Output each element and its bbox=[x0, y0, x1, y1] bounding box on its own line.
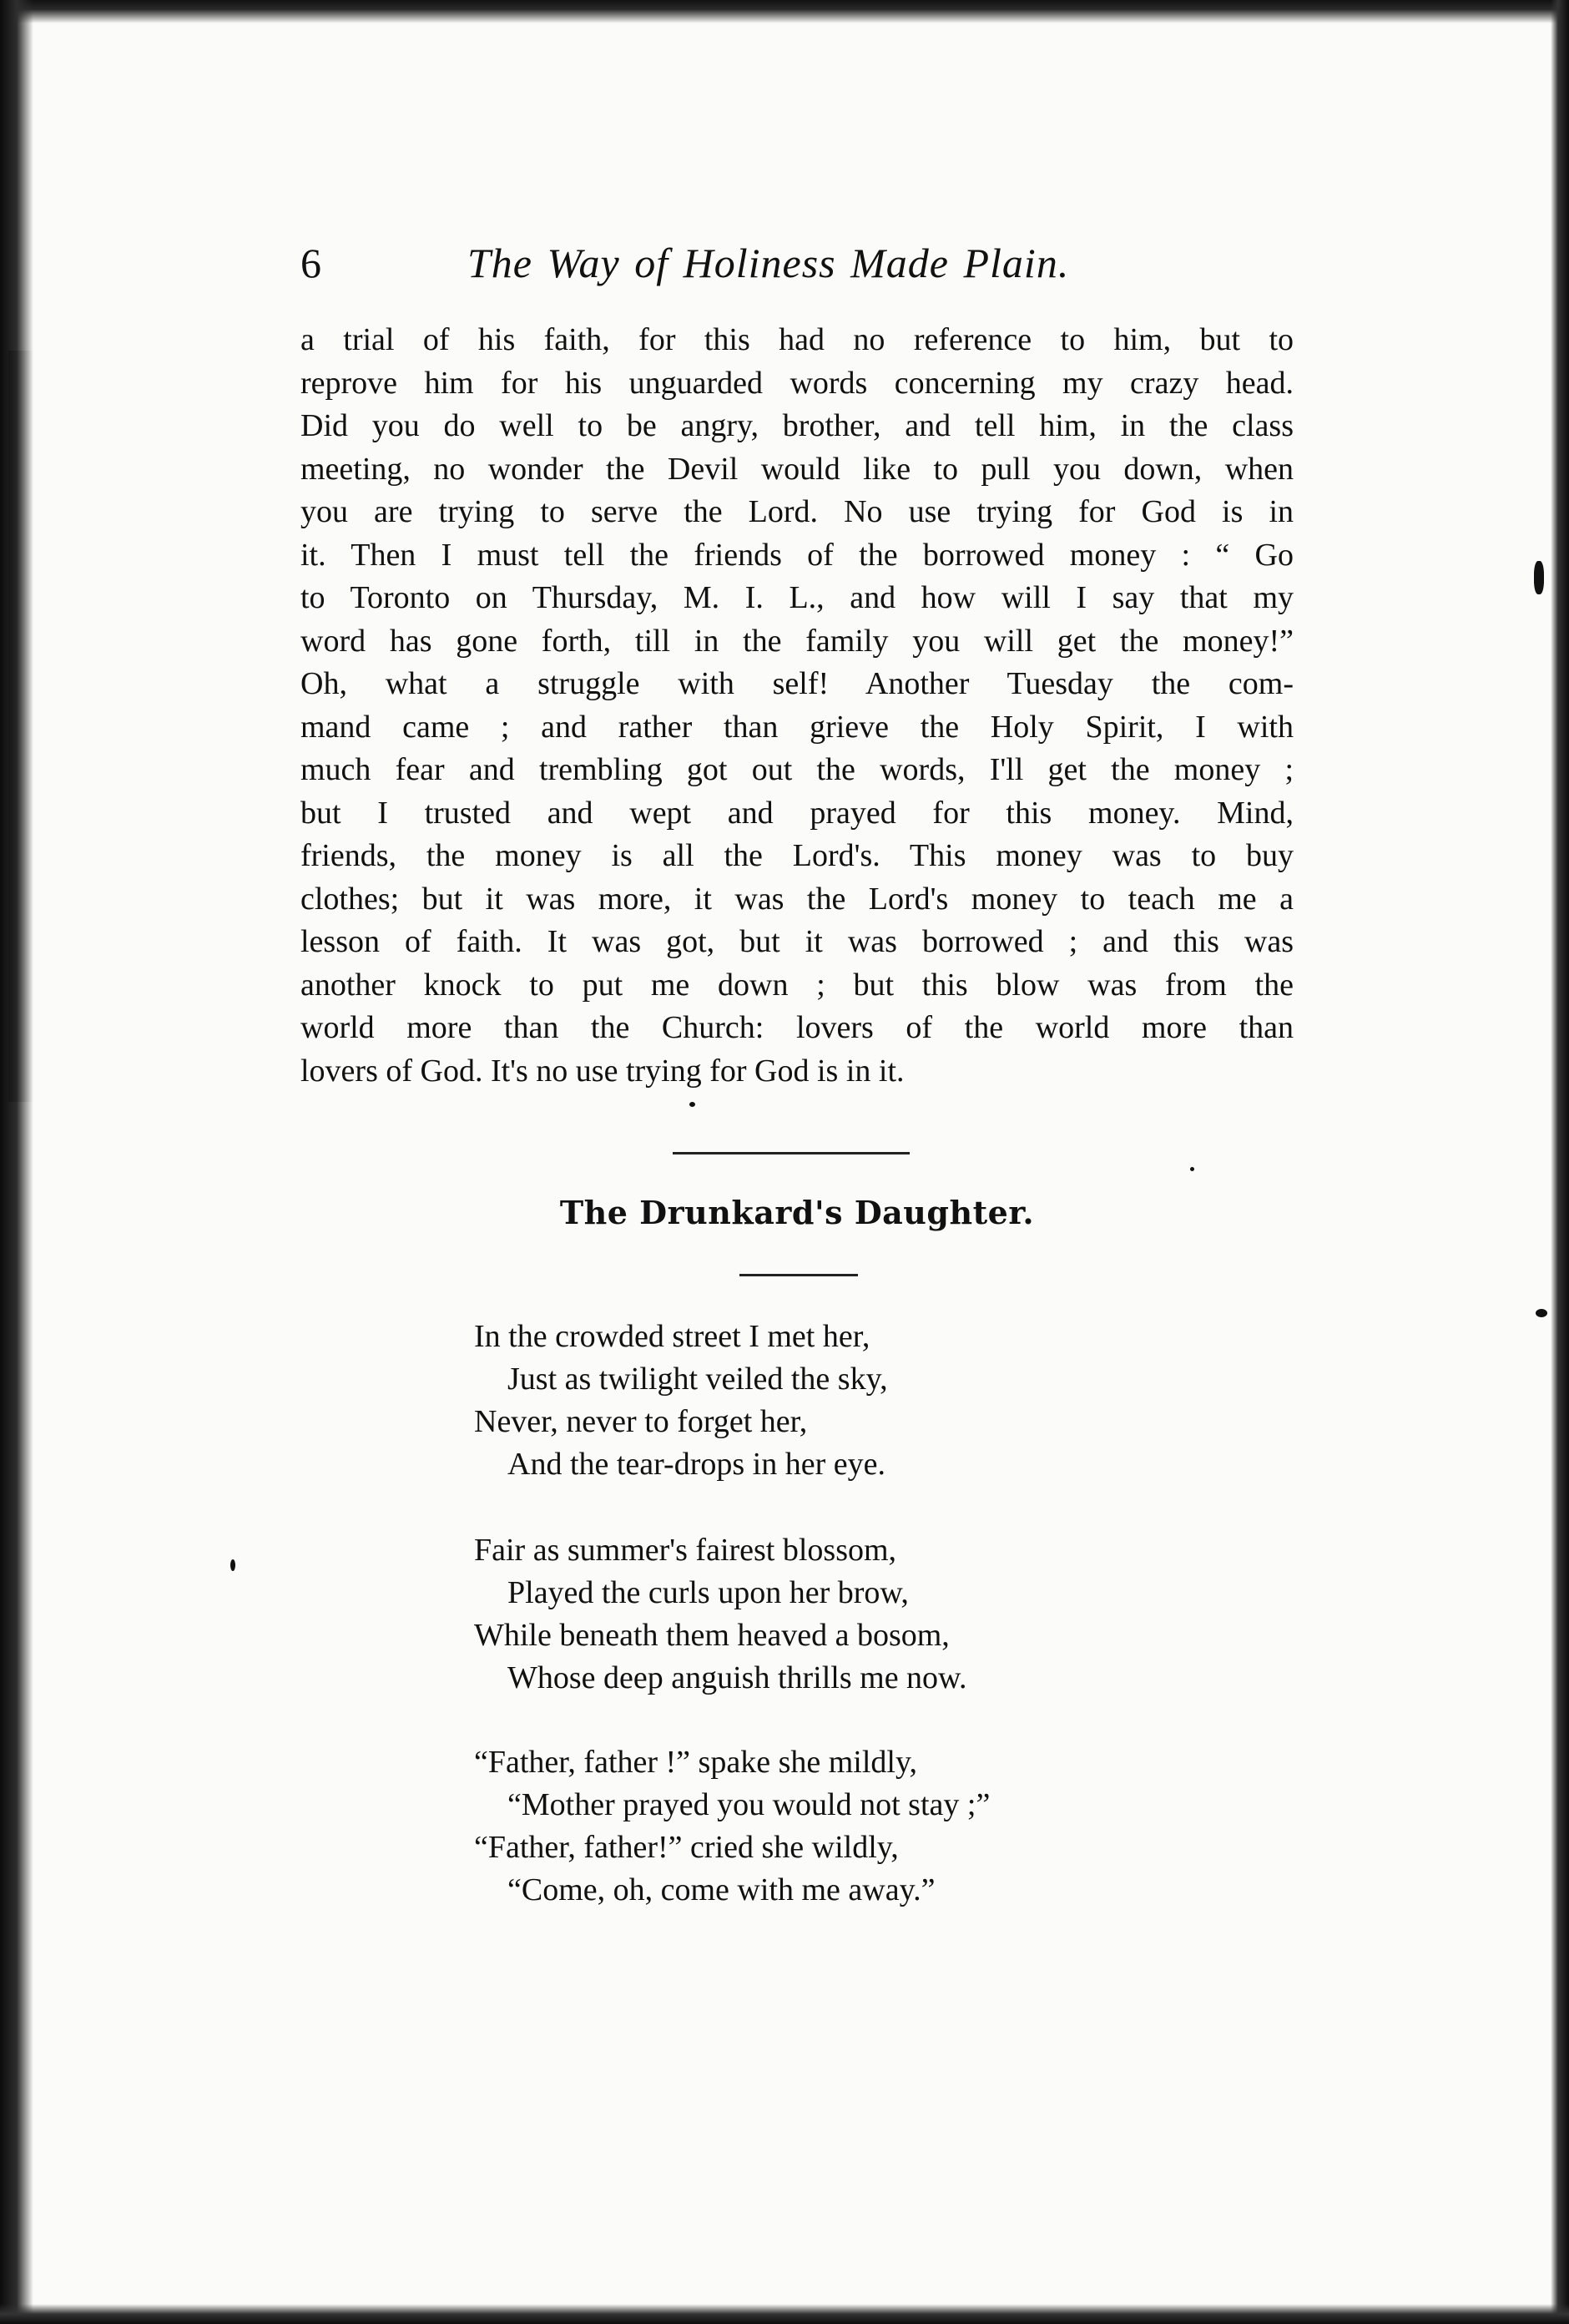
text-line: to Toronto on Thursday, M. I. L., and how will I say that my bbox=[300, 580, 1294, 615]
poem-stanza bbox=[474, 1741, 1392, 1912]
text-line: lesson of faith. It was got, but it was borrowed ; and this was bbox=[300, 924, 1294, 959]
page-number: 6 bbox=[300, 240, 321, 286]
poem-stanza bbox=[474, 1316, 1392, 1486]
poem-line: Fair as summer's fairest blossom, bbox=[474, 1533, 897, 1568]
ink-speck bbox=[230, 1559, 235, 1571]
text-line: another knock to put me down ; but this blow was from the bbox=[300, 967, 1294, 1003]
text-line: a trial of his faith, for this had no reference to him, but to bbox=[300, 322, 1294, 357]
poem-title: The Drunkard's Daughter. bbox=[559, 1194, 1035, 1231]
poem-line: Whose deep anguish thrills me now. bbox=[507, 1660, 967, 1695]
text-line: reprove him for his unguarded words concerning my crazy head. bbox=[300, 365, 1294, 401]
text-line: you are trying to serve the Lord. No use trying for God is in bbox=[300, 494, 1294, 529]
poem-line: “Mother prayed you would not stay ;” bbox=[507, 1787, 991, 1822]
scan-border-left bbox=[0, 0, 33, 2324]
poem-line: Just as twilight veiled the sky, bbox=[507, 1362, 888, 1397]
poem-line: Played the curls upon her brow, bbox=[507, 1575, 909, 1610]
running-title: The Way of Holiness Made Plain. bbox=[467, 240, 1070, 286]
title-divider-rule bbox=[739, 1274, 858, 1276]
page-crease-shadow bbox=[8, 351, 33, 1102]
poem-line: And the tear-drops in her eye. bbox=[507, 1447, 885, 1482]
scan-border-top bbox=[0, 0, 1569, 23]
poem-line: “Come, oh, come with me away.” bbox=[507, 1872, 936, 1907]
text-line: Oh, what a struggle with self! Another Tuesday the com- bbox=[300, 666, 1294, 701]
section-divider-rule bbox=[673, 1152, 910, 1154]
text-line: friends, the money is all the Lord's. This money was to buy bbox=[300, 838, 1294, 873]
text-line: Did you do well to be angry, brother, and tell him, in the class bbox=[300, 408, 1294, 443]
poem-line: “Father, father !” spake she mildly, bbox=[474, 1745, 917, 1780]
poem-line: Never, never to forget her, bbox=[474, 1404, 808, 1439]
text-line: world more than the Church: lovers of the world more than bbox=[300, 1010, 1294, 1045]
text-line: but I trusted and wept and prayed for this money. Mind, bbox=[300, 795, 1294, 831]
text-line: mand came ; and rather than grieve the Holy Spirit, I with bbox=[300, 709, 1294, 745]
text-line: meeting, no wonder the Devil would like to pull you down, when bbox=[300, 451, 1294, 487]
poem-line: While beneath them heaved a bosom, bbox=[474, 1618, 950, 1653]
ink-speck bbox=[689, 1102, 695, 1107]
scan-border-bottom bbox=[0, 2304, 1569, 2324]
text-line: it. Then I must tell the friends of the borrowed money : “ Go bbox=[300, 537, 1294, 573]
ink-speck bbox=[1534, 561, 1544, 594]
page-header bbox=[300, 234, 1302, 292]
text-line: lovers of God. It's no use trying for God is in it. bbox=[300, 1053, 905, 1089]
scan-border-right bbox=[1551, 0, 1569, 2324]
text-line: clothes; but it was more, it was the Lord's money to teach me a bbox=[300, 881, 1294, 917]
text-line: word has gone forth, till in the family you will get the money!” bbox=[300, 623, 1294, 659]
ink-speck bbox=[1190, 1167, 1194, 1171]
poem-stanza bbox=[474, 1529, 1392, 1700]
prose-paragraph bbox=[300, 319, 1294, 1093]
poem-line: In the crowded street I met her, bbox=[474, 1319, 870, 1354]
poem-line: “Father, father!” cried she wildly, bbox=[474, 1830, 899, 1865]
text-line: much fear and trembling got out the words, I'll get the money ; bbox=[300, 752, 1294, 787]
ink-speck bbox=[1536, 1309, 1547, 1317]
